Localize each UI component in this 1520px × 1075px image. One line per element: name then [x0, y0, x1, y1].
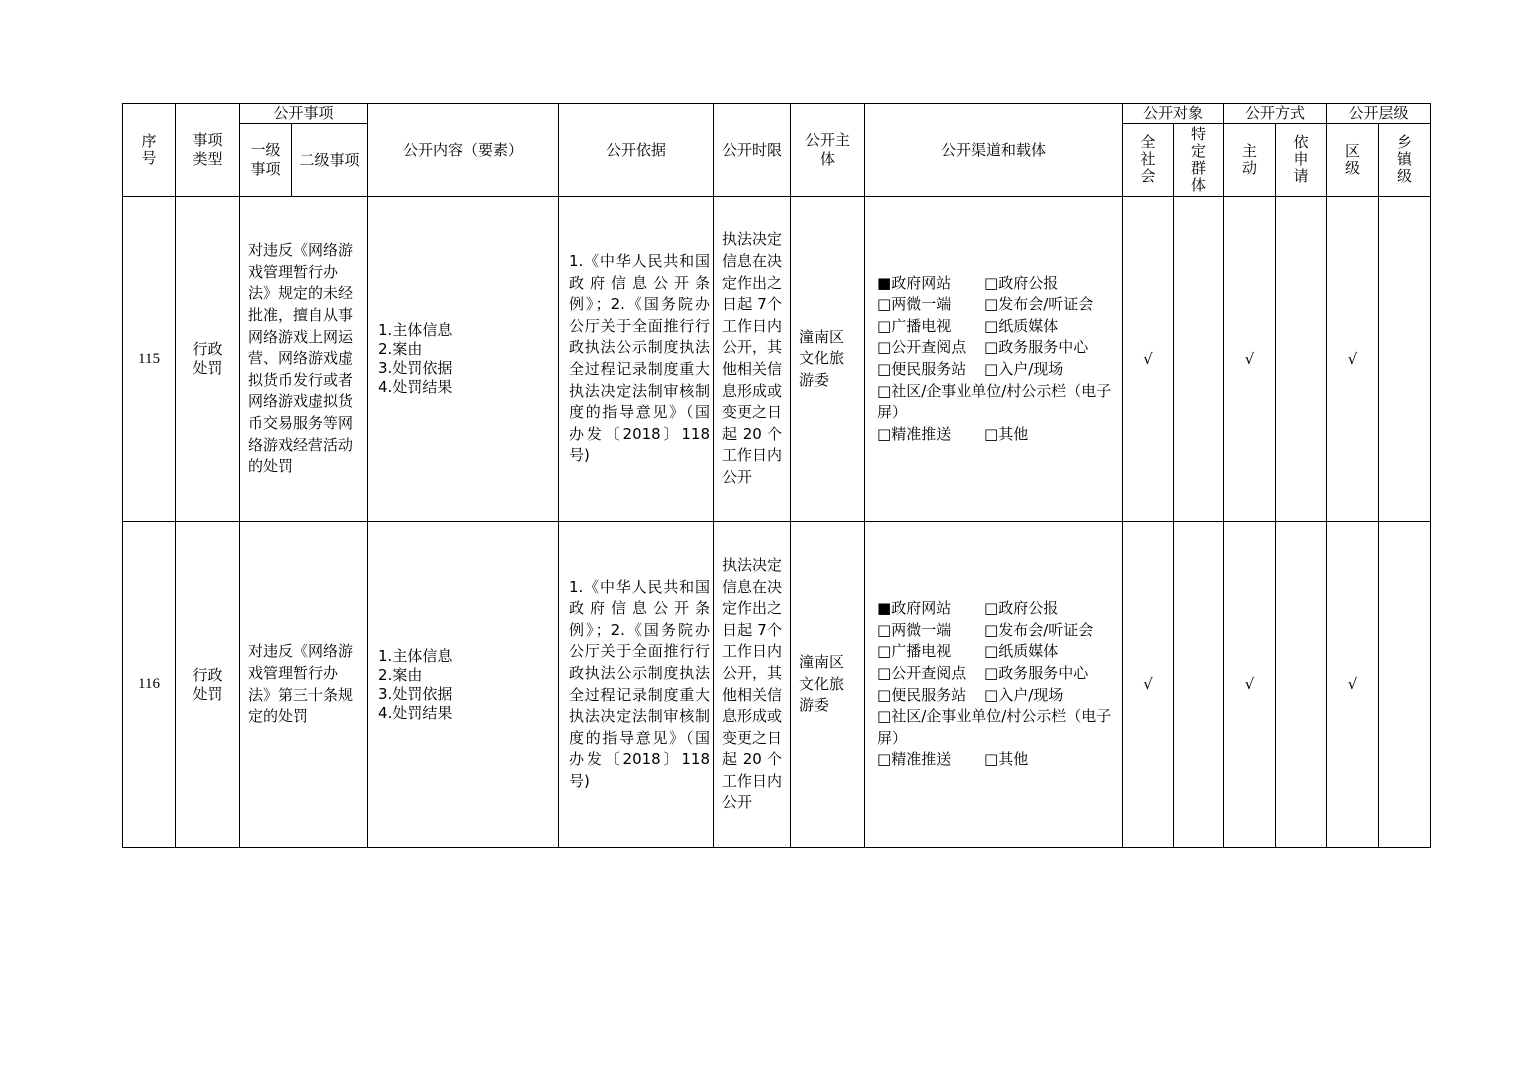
header-content: 公开内容（要素）: [368, 104, 559, 197]
row-type: 行政处罚: [176, 522, 240, 848]
channel-item: □便民服务站: [877, 360, 967, 378]
header-method-request: 依申请: [1276, 124, 1327, 197]
row-object-all: √: [1123, 522, 1174, 848]
content-line: 1.主体信息: [378, 321, 453, 339]
header-level1: 一级事项: [240, 124, 292, 197]
content-line: 3.处罚依据: [378, 684, 453, 703]
channel-item: □发布会/听证会: [984, 620, 1094, 639]
channel-item: □社区/企事业单位/村公示栏（电子屏）: [877, 381, 1112, 422]
channel-item: ■政府网站: [877, 599, 952, 618]
row-method-active: √: [1224, 197, 1276, 522]
row-time-limit: 执法决定信息在决定作出之日起 7个工作日内公开，其他相关信息形成或变更之日起 20 个工作日内公开: [714, 522, 791, 848]
header-subject: 公开主体: [791, 104, 865, 197]
channel-item: □纸质媒体: [984, 316, 1059, 335]
channel-item: □入户/现场: [984, 360, 1064, 378]
header-level2: 二级事项: [292, 124, 368, 197]
channel-item: □两微一端: [877, 295, 952, 314]
header-type: 事项类型: [176, 104, 240, 197]
row-level-district: √: [1327, 522, 1379, 848]
row-type: 行政处罚: [176, 197, 240, 522]
header-level-group: 公开层级: [1327, 104, 1431, 124]
channel-item: □便民服务站: [877, 685, 967, 704]
disclosure-table: [122, 103, 1431, 848]
row-subject: 潼南区文化旅游委: [791, 522, 865, 848]
row-method-active: √: [1224, 522, 1276, 848]
row-channels: [865, 197, 1123, 522]
channel-item: □纸质媒体: [984, 642, 1059, 661]
row-seq: 115: [123, 197, 176, 522]
channel-item: □发布会/听证会: [984, 295, 1094, 314]
content-line: 1.主体信息: [378, 646, 453, 665]
row-content: [368, 522, 559, 848]
channel-item: □公开查阅点: [877, 338, 967, 357]
content-line: 4.处罚结果: [378, 378, 453, 396]
row-level-town: [1379, 522, 1431, 848]
channel-item: □其他: [984, 750, 1029, 769]
row-method-request: [1276, 522, 1327, 848]
channel-item: □政府公报: [984, 273, 1059, 292]
row-channels: [865, 522, 1123, 848]
channel-item: □广播电视: [877, 642, 952, 661]
channel-item: □社区/企事业单位/村公示栏（电子屏）: [877, 707, 1112, 747]
row-object-specific: [1174, 197, 1224, 522]
content-line: 2.案由: [378, 340, 423, 358]
row-time-limit: 执法决定信息在决定作出之日起 7个工作日内公开，其他相关信息形成或变更之日起 20 个工作日内公开: [714, 197, 791, 522]
header-channels: 公开渠道和载体: [865, 104, 1123, 197]
row-basis: 1.《中华人民共和国政府信息公开条例》；2.《国务院办公厅关于全面推行行政执法公示制度执法全过程记录制度重大执法决定法制审核制度的指导意见》（国办发〔2018〕118号): [559, 522, 714, 848]
header-time-limit: 公开时限: [714, 104, 791, 197]
header-level-district: 区级: [1327, 124, 1379, 197]
content-line: 2.案由: [378, 665, 423, 684]
channel-item: □广播电视: [877, 316, 952, 335]
content-line: 3.处罚依据: [378, 359, 453, 377]
channel-item: □其他: [984, 424, 1029, 443]
row-level-district: √: [1327, 197, 1379, 522]
content-line: 4.处罚结果: [378, 703, 453, 722]
channel-item: □政务服务中心: [984, 663, 1089, 682]
channel-item: □政府公报: [984, 599, 1059, 618]
channel-item: □精准推送: [877, 750, 952, 769]
row-object-specific: [1174, 522, 1224, 848]
row-level-town: [1379, 197, 1431, 522]
row-subject: 潼南区文化旅游委: [791, 197, 865, 522]
header-basis: 公开依据: [559, 104, 714, 197]
header-method-group: 公开方式: [1224, 104, 1327, 124]
row-seq: 116: [123, 522, 176, 848]
row-content: [368, 197, 559, 522]
channel-item: □精准推送: [877, 424, 952, 443]
row-object-all: √: [1123, 197, 1174, 522]
channel-item: □公开查阅点: [877, 663, 967, 682]
header-matters-group: 公开事项: [240, 104, 368, 124]
row-method-request: [1276, 197, 1327, 522]
header-object-group: 公开对象: [1123, 104, 1224, 124]
header-method-active: 主动: [1224, 124, 1276, 197]
row-item: 对违反《网络游戏管理暂行办法》第三十条规定的处罚: [240, 522, 368, 848]
channel-item: ■政府网站: [877, 273, 952, 292]
header-level-town: 乡镇级: [1379, 124, 1431, 197]
channel-item: □政务服务中心: [984, 338, 1089, 357]
channel-item: □两微一端: [877, 620, 952, 639]
header-object-specific: 特定群体: [1174, 124, 1224, 197]
header-row-1: [123, 104, 1431, 124]
header-object-all: 全社会: [1123, 124, 1174, 197]
header-seq: 序号: [123, 104, 176, 197]
table-row: [123, 522, 1431, 848]
row-item: 对违反《网络游戏管理暂行办法》规定的未经批准，擅自从事网络游戏上网运营、网络游戏虚拟货币发行或者网络游戏虚拟货币交易服务等网络游戏经营活动的处罚: [240, 197, 368, 522]
row-basis: 1.《中华人民共和国政府信息公开条例》；2.《国务院办公厅关于全面推行行政执法公示制度执法全过程记录制度重大执法决定法制审核制度的指导意见》（国办发〔2018〕118号): [559, 197, 714, 522]
channel-item: □入户/现场: [984, 685, 1064, 704]
table-row: [123, 197, 1431, 522]
